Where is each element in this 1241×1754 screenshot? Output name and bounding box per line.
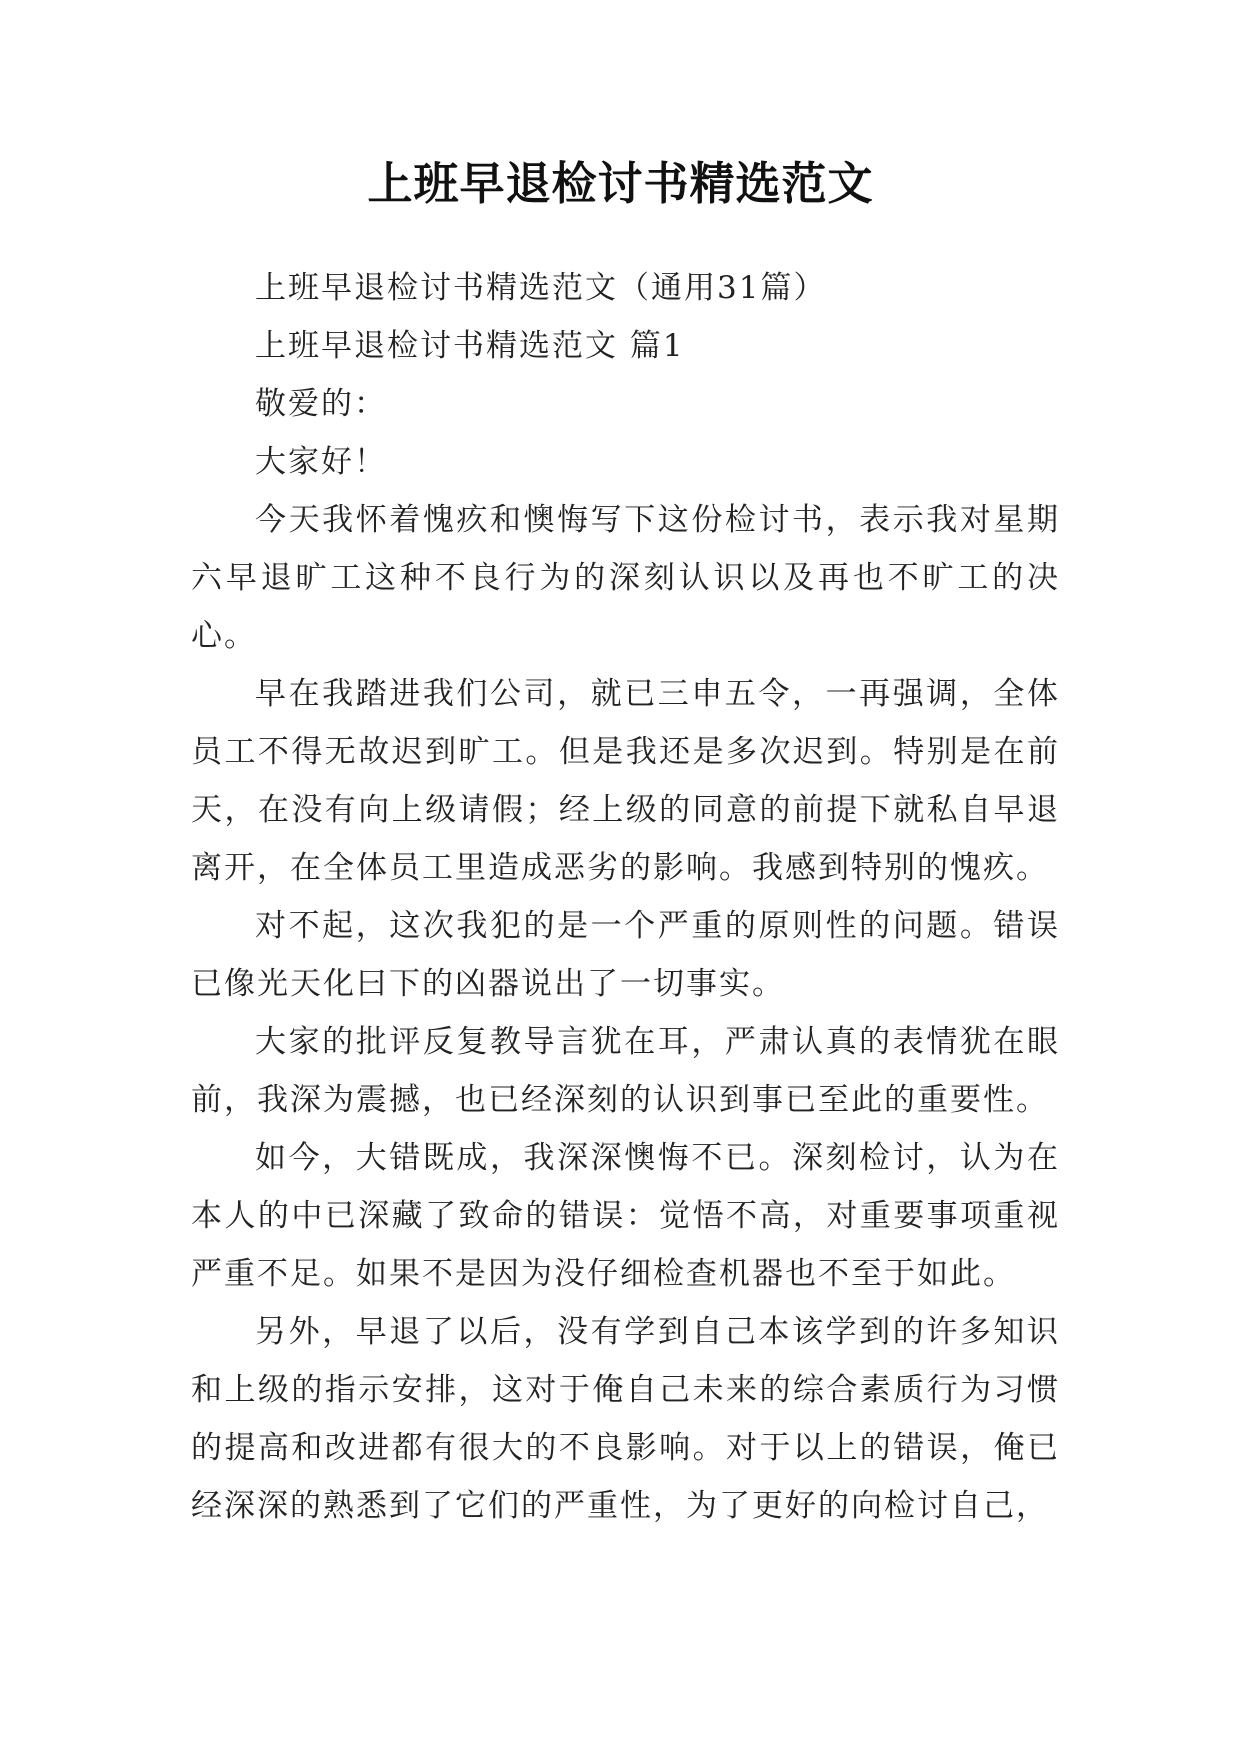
body-paragraph: 早在我踏进我们公司，就已三申五令，一再强调，全体员工不得无故迟到旷工。但是我还是多次迟到。特别是在前天，在没有向上级请假；经上级的同意的前提下就私自早退离开，在全体员工里造成恶劣的影响。我感到特别的愧疚。 — [191, 676, 1060, 886]
body-paragraph: 大家的批评反复教导言犹在耳，严肃认真的表情犹在眼前，我深为震撼，也已经深刻的认识到事已至此的重要性。 — [191, 1024, 1060, 1118]
section-heading: 上班早退检讨书精选范文 篇1 — [255, 328, 685, 364]
body-paragraph: 今天我怀着愧疚和懊悔写下这份检讨书，表示我对星期六早退旷工这种不良行为的深刻认识以及再也不旷工的决心。 — [191, 502, 1060, 654]
body-paragraph: 另外，早退了以后，没有学到自己本该学到的许多知识和上级的指示安排，这对于俺自己未来的综合素质行为习惯的提高和改进都有很大的不良影响。对于以上的错误，俺已经深深的熟悉到了它们的严重性，为了更好的向检讨自己， — [191, 1314, 1060, 1524]
document-title: 上班早退检讨书精选范文 — [367, 157, 874, 210]
body-paragraph: 如今，大错既成，我深深懊悔不已。深刻检讨，认为在本人的中已深藏了致命的错误：觉悟不高，对重要事项重视严重不足。如果不是因为没仔细检查机器也不至于如此。 — [191, 1140, 1060, 1292]
subtitle-paragraph: 上班早退检讨书精选范文（通用31篇） — [255, 270, 827, 306]
salutation: 敬爱的： — [255, 386, 387, 422]
document-body — [191, 259, 1060, 1535]
greeting: 大家好！ — [255, 444, 387, 480]
body-paragraph: 对不起，这次我犯的是一个严重的原则性的问题。错误已像光天化曰下的凶器说出了一切事实。 — [191, 908, 1060, 1002]
